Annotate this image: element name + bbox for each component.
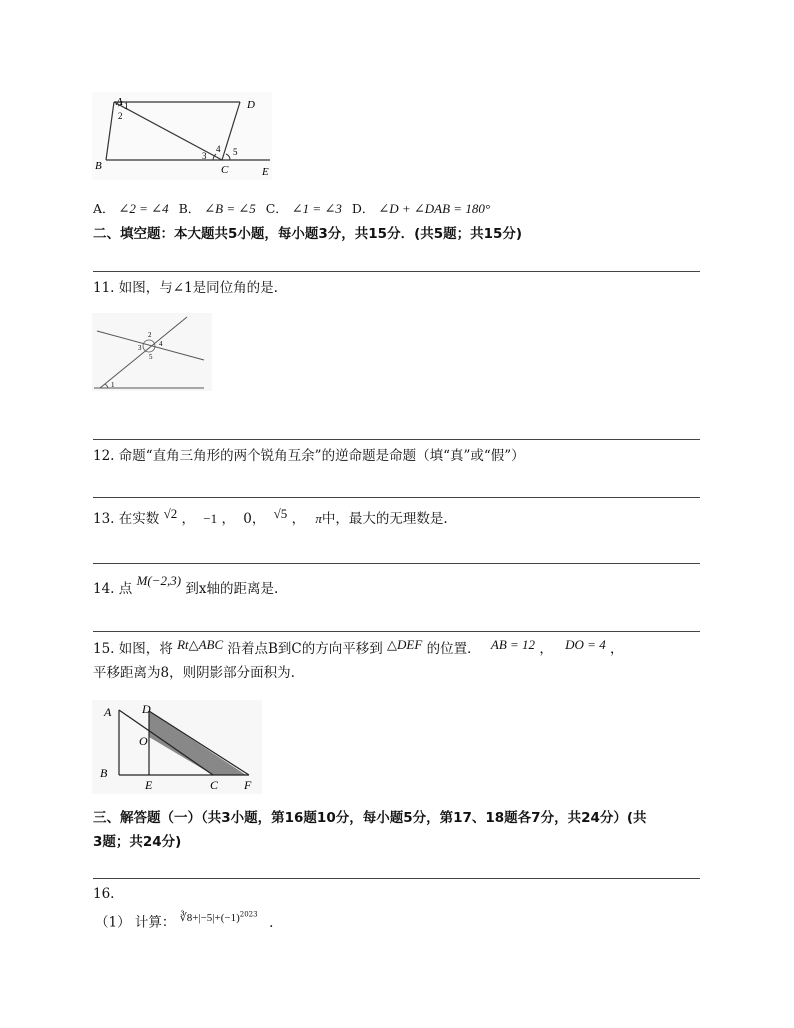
q16-part1-label: （1） 计算： — [95, 914, 176, 931]
label-E: E — [262, 166, 269, 178]
angle-5-label: 5 — [149, 353, 153, 361]
angle-5-label: 5 — [233, 147, 238, 157]
q15-suffix: 的位置． — [426, 641, 481, 657]
label-O: O — [139, 734, 148, 748]
q16-exponent: 2023 — [239, 910, 258, 918]
divider — [93, 439, 700, 440]
angle-3-label: 3 — [138, 344, 142, 352]
question-15-line1 — [93, 637, 624, 658]
translation-diagram — [92, 700, 262, 794]
q13-comma: ， — [181, 511, 195, 527]
label-E: E — [145, 778, 153, 792]
option-d-expr: ∠D + ∠DAB = 180° — [378, 201, 491, 216]
divider — [93, 497, 700, 498]
question-15-line2: 平移距离为8，则阴影部分面积为. — [93, 665, 295, 681]
q14-suffix: 到x轴的距离是. — [185, 581, 279, 597]
figure-transversal — [92, 313, 212, 391]
angle-2-label: 2 — [118, 111, 123, 121]
divider — [93, 631, 700, 632]
label-B: B — [100, 766, 108, 780]
q15-sep: ， — [610, 641, 624, 657]
angle-2-label: 2 — [148, 331, 152, 339]
q13-suffix: 中，最大的无理数是. — [321, 511, 448, 527]
q13-sqrt2: √2 — [163, 506, 178, 521]
question-16-part1 — [95, 911, 273, 933]
divider — [93, 563, 700, 564]
option-a-letter: A． — [93, 201, 115, 216]
figure-translation — [92, 700, 262, 794]
q15-rt-abc: Rt△ABC — [177, 637, 224, 652]
q13-comma: ， — [221, 511, 235, 527]
question-12: 12. 命题“直角三角形的两个锐角互余”的逆命题是命题（填“真”或“假”） — [93, 448, 525, 464]
figure-parallelogram — [92, 92, 272, 180]
q13-prefix: 13. 在实数 — [93, 511, 160, 527]
q13-sqrt5: √5 — [273, 506, 288, 521]
section-3-heading-line1: 三、解答题（一）（共3小题，第16题10分，每小题5分，第17、18题各7分，共24分）(共 — [93, 810, 647, 826]
label-C: C — [221, 164, 229, 176]
section-3-heading-line2: 3题；共24分) — [93, 834, 182, 850]
angle-4-label: 4 — [216, 144, 221, 154]
option-a-expr: ∠2 = ∠4 — [118, 201, 169, 216]
divider — [93, 271, 700, 272]
angle-1-label: 1 — [124, 101, 129, 111]
q10-options — [93, 200, 490, 218]
q15-prefix: 15. 如图，将 — [93, 641, 173, 657]
question-14 — [93, 573, 279, 598]
question-16-number: 16. — [93, 886, 115, 902]
label-B: B — [95, 160, 102, 172]
q13-zero: 0， — [243, 511, 266, 527]
q14-prefix: 14. 点 — [93, 581, 133, 597]
section-2-heading: 二、填空题：本大题共5小题，每小题3分，共15分．(共5题；共15分) — [93, 226, 523, 242]
label-A: A — [104, 705, 112, 719]
q16-end: . — [269, 914, 274, 931]
parallelogram-diagram — [92, 92, 272, 180]
q15-ab: AB = 12 — [490, 637, 536, 652]
q15-sep: ， — [539, 641, 553, 657]
label-D: D — [142, 702, 151, 716]
q13-neg1: −1 — [203, 511, 218, 526]
label-D: D — [247, 99, 255, 111]
label-A: A — [116, 96, 123, 108]
angle-3-label: 3 — [202, 151, 207, 161]
label-F: F — [244, 778, 252, 792]
option-b-expr: ∠B = ∠5 — [204, 201, 256, 216]
angle-4-label: 4 — [159, 340, 163, 348]
divider — [93, 878, 700, 879]
option-b-letter: B． — [178, 201, 201, 216]
option-d-letter: D． — [351, 201, 375, 216]
question-13 — [93, 506, 448, 528]
question-11: 11. 如图，与∠1是同位角的是. — [93, 280, 278, 296]
label-C: C — [210, 778, 219, 792]
angle-1-label: 1 — [111, 381, 115, 389]
q16-expression — [180, 911, 261, 924]
q16-expr: ∛8+|−5|+(−1) — [179, 911, 240, 924]
q13-comma: ， — [291, 511, 306, 527]
q15-mid: 沿着点B到C的方向平移到 — [227, 641, 383, 657]
option-c-expr: ∠1 = ∠3 — [291, 201, 342, 216]
q13-pi: π — [315, 511, 322, 526]
q15-do: DO = 4 — [565, 637, 606, 652]
transversal-diagram — [92, 313, 212, 391]
q14-point: M(−2,3) — [136, 573, 182, 588]
q15-def: △DEF — [387, 637, 423, 652]
option-c-letter: C． — [265, 201, 288, 216]
